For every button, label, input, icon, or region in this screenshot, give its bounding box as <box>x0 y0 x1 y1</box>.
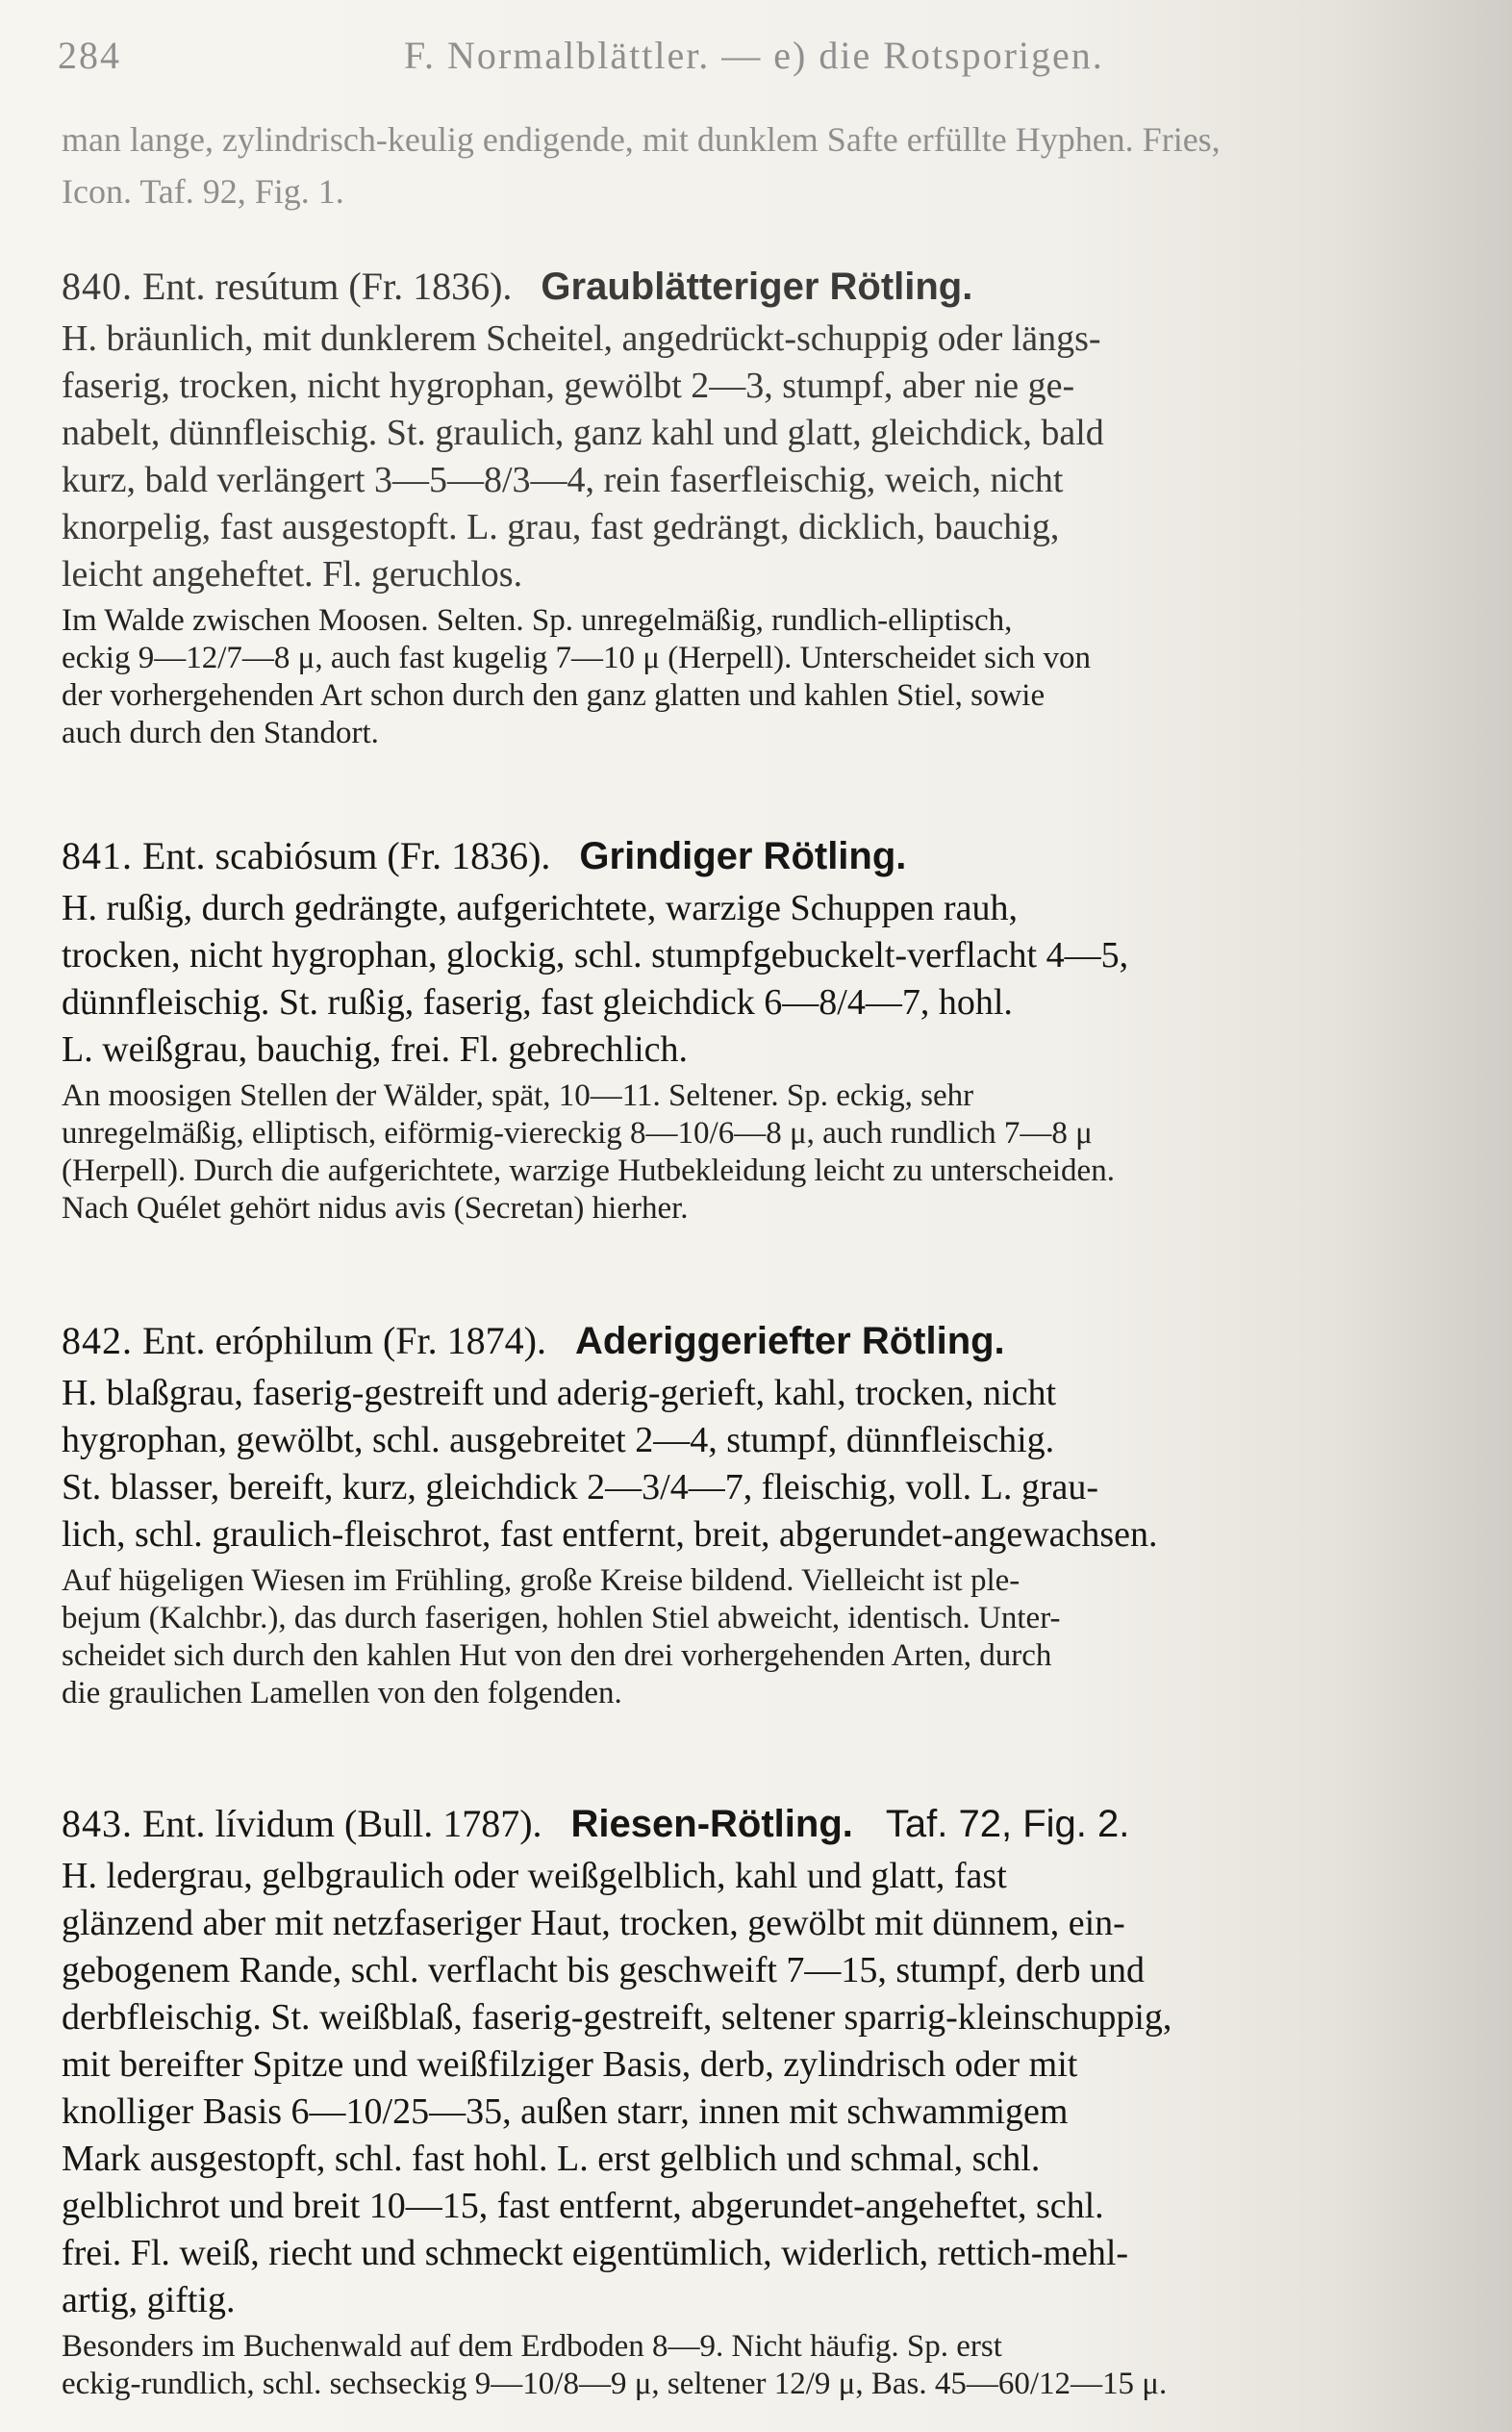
description-line: H. blaßgrau, faserig-gestreift und aderig-gerieft, kahl, trocken, nicht <box>62 1373 1057 1413</box>
entry-description <box>62 1370 1447 1558</box>
running-title: F. Normalblättler. — e) die Rotsporigen. <box>404 34 1104 77</box>
note-line: unregelmäßig, elliptisch, eiförmig-viereckig 8—10/6—8 μ, auch rundlich 7—8 μ <box>62 1116 1093 1151</box>
entry-number: 843. <box>62 1802 133 1845</box>
entry-842 <box>62 1314 1447 1712</box>
description-line: mit bereifter Spitze und weißfilziger Basis, derb, zylindrisch oder mit <box>62 2044 1078 2085</box>
description-line: derbfleischig. St. weißblaß, faserig-gestreift, seltener sparrig-kleinschuppig, <box>62 1997 1172 2038</box>
entry-description <box>62 1853 1447 2324</box>
continuation-line: man lange, zylindrisch-keulig endigende, mit dunklem Safte erfüllte Hyphen. Fries, <box>62 120 1221 159</box>
entry-843 <box>62 1797 1447 2403</box>
plate-reference: Taf. 72, Fig. 2. <box>885 1803 1130 1845</box>
entry-note <box>62 1077 1447 1228</box>
german-name: Grindiger Rötling. <box>579 835 907 877</box>
description-line: trocken, nicht hygrophan, glockig, schl. stumpfgebuckelt-verflacht 4—5, <box>62 935 1129 975</box>
german-name: Riesen-Rötling. <box>570 1803 853 1845</box>
continuation-text <box>62 114 1447 217</box>
entry-title <box>62 260 1447 314</box>
note-line: der vorhergehenden Art schon durch den ganz glatten und kahlen Stiel, sowie <box>62 678 1046 713</box>
latin-name: Ent. resútum (Fr. 1836). <box>142 265 513 308</box>
note-line: Im Walde zwischen Moosen. Selten. Sp. unregelmäßig, rundlich-elliptisch, <box>62 603 1013 638</box>
description-line: H. ledergrau, gelbgraulich oder weißgelblich, kahl und glatt, fast <box>62 1856 1007 1896</box>
description-line: nabelt, dünnfleischig. St. graulich, ganz kahl und glatt, gleichdick, bald <box>62 413 1104 453</box>
description-line: H. rußig, durch gedrängte, aufgerichtete, warzige Schuppen rauh, <box>62 888 1018 928</box>
note-line: eckig-rundlich, schl. sechseckig 9—10/8—9 μ, seltener 12/9 μ, Bas. 45—60/12—15 μ. <box>62 2367 1168 2401</box>
description-line: knolliger Basis 6—10/25—35, außen starr, innen mit schwammigem <box>62 2091 1069 2132</box>
description-line: glänzend aber mit netzfaseriger Haut, trocken, gewölbt mit dünnem, ein- <box>62 1903 1125 1943</box>
description-line: leicht angeheftet. Fl. geruchlos. <box>62 554 523 595</box>
latin-name: Ent. lívidum (Bull. 1787). <box>142 1802 542 1845</box>
description-line: St. blasser, bereift, kurz, gleichdick 2—3/4—7, fleischig, voll. L. grau- <box>62 1467 1099 1507</box>
description-line: kurz, bald verlängert 3—5—8/3—4, rein faserfleischig, weich, nicht <box>62 460 1064 500</box>
german-name: Graublätteriger Rötling. <box>541 266 973 308</box>
entry-number: 840. <box>62 265 133 308</box>
entry-description <box>62 885 1447 1074</box>
description-line: H. bräunlich, mit dunklerem Scheitel, angedrückt-schuppig oder längs- <box>62 318 1101 359</box>
note-line: die graulichen Lamellen von den folgenden. <box>62 1676 622 1710</box>
note-line: eckig 9—12/7—8 μ, auch fast kugelig 7—10 μ (Herpell). Unterscheidet sich von <box>62 641 1092 675</box>
page-number: 284 <box>58 34 121 77</box>
latin-name: Ent. scabiósum (Fr. 1836). <box>142 834 551 877</box>
description-line: knorpelig, fast ausgestopft. L. grau, fast gedrängt, dicklich, bauchig, <box>62 507 1060 547</box>
description-line: frei. Fl. weiß, riecht und schmeckt eigentümlich, widerlich, rettich-mehl- <box>62 2233 1129 2273</box>
note-line: scheidet sich durch den kahlen Hut von den drei vorhergehenden Arten, durch <box>62 1638 1052 1673</box>
description-line: hygrophan, gewölbt, schl. ausgebreitet 2—4, stumpf, dünnfleischig. <box>62 1420 1055 1460</box>
entry-title <box>62 1797 1447 1851</box>
entry-number: 842. <box>62 1319 133 1362</box>
entry-841 <box>62 829 1447 1228</box>
note-line: An moosigen Stellen der Wälder, spät, 10—11. Seltener. Sp. eckig, sehr <box>62 1078 974 1113</box>
entry-description <box>62 316 1447 598</box>
note-line: auch durch den Standort. <box>62 716 379 750</box>
note-line: bejum (Kalchbr.), das durch faserigen, hohlen Stiel abweicht, identisch. Unter- <box>62 1601 1061 1635</box>
entry-note <box>62 1562 1447 1712</box>
description-line: gebogenem Rande, schl. verflacht bis geschweift 7—15, stumpf, derb und <box>62 1950 1145 1990</box>
description-line: dünnfleischig. St. rußig, faserig, fast gleichdick 6—8/4—7, hohl. <box>62 982 1013 1023</box>
description-line: Mark ausgestopft, schl. fast hohl. L. erst gelblich und schmal, schl. <box>62 2139 1041 2179</box>
description-line: faserig, trocken, nicht hygrophan, gewölbt 2—3, stumpf, aber nie ge- <box>62 366 1075 406</box>
note-line: Nach Quélet gehört nidus avis (Secretan) hierher. <box>62 1191 689 1226</box>
entry-title <box>62 1314 1447 1368</box>
latin-name: Ent. eróphilum (Fr. 1874). <box>142 1319 546 1362</box>
entry-note <box>62 2328 1447 2403</box>
description-line: L. weißgrau, bauchig, frei. Fl. gebrechlich. <box>62 1029 689 1070</box>
german-name: Aderiggeriefter Rötling. <box>574 1320 1005 1362</box>
entry-number: 841. <box>62 834 133 877</box>
description-line: artig, giftig. <box>62 2280 236 2320</box>
continuation-line: Icon. Taf. 92, Fig. 1. <box>62 172 344 211</box>
entry-840 <box>62 260 1447 752</box>
description-line: gelblichrot und breit 10—15, fast entfernt, abgerundet-angeheftet, schl. <box>62 2186 1104 2226</box>
entry-note <box>62 602 1447 752</box>
note-line: Auf hügeligen Wiesen im Frühling, große Kreise bildend. Vielleicht ist ple- <box>62 1563 1021 1598</box>
note-line: Besonders im Buchenwald auf dem Erdboden 8—9. Nicht häufig. Sp. erst <box>62 2329 1002 2364</box>
note-line: (Herpell). Durch die aufgerichtete, warzige Hutbekleidung leicht zu unterscheiden. <box>62 1153 1115 1188</box>
entry-title <box>62 829 1447 883</box>
description-line: lich, schl. graulich-fleischrot, fast entfernt, breit, abgerundet-angewachsen. <box>62 1514 1158 1555</box>
